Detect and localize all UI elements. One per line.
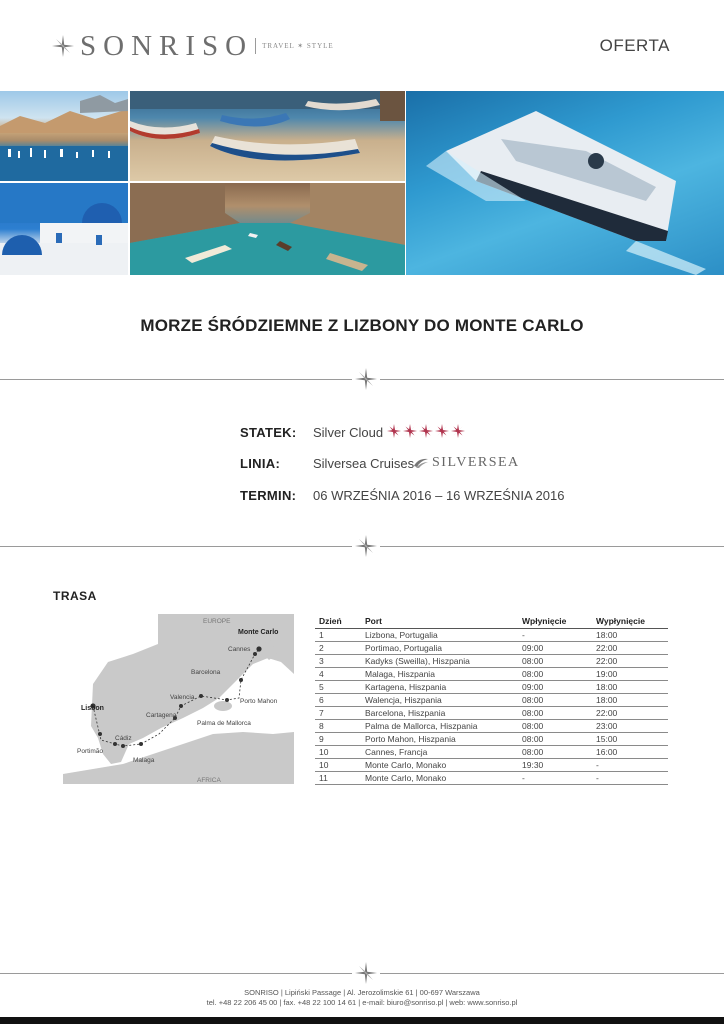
logo-separator bbox=[255, 38, 256, 54]
rating-star-icon bbox=[435, 424, 449, 438]
silversea-mark-icon bbox=[413, 457, 429, 469]
cell-port: Cannes, Francja bbox=[361, 746, 518, 759]
footer-address: SONRISO | Lipiński Passage | Al. Jerozolimskie 61 | 00-697 Warszawa bbox=[244, 988, 480, 997]
cell-arrival: 08:00 bbox=[518, 720, 592, 733]
cell-arrival: 08:00 bbox=[518, 694, 592, 707]
column-header-departure: Wypłynięcie bbox=[592, 614, 668, 629]
cell-arrival: 09:00 bbox=[518, 681, 592, 694]
cell-port: Monte Carlo, Monako bbox=[361, 759, 518, 772]
cell-day: 3 bbox=[315, 655, 361, 668]
cell-departure: 22:00 bbox=[592, 655, 668, 668]
logo-tagline: TRAVEL ✶ STYLE bbox=[262, 42, 334, 50]
map-label-porto-mahon: Porto Mahon bbox=[240, 698, 278, 705]
cell-day: 1 bbox=[315, 629, 361, 642]
map-label-barcelona: Barcelona bbox=[191, 669, 221, 676]
photo-venice-canal bbox=[130, 183, 405, 275]
silversea-logo bbox=[413, 455, 520, 471]
map-label-cannes: Cannes bbox=[228, 646, 251, 653]
divider-footer bbox=[0, 964, 724, 984]
cell-day: 10 bbox=[315, 746, 361, 759]
table-row bbox=[315, 694, 668, 707]
rating-star-icon bbox=[419, 424, 433, 438]
map-label-lisbon: Lisbon bbox=[81, 705, 104, 712]
table-row bbox=[315, 772, 668, 785]
table-row bbox=[315, 720, 668, 733]
map-label-cadiz: Cádiz bbox=[115, 735, 132, 742]
cell-departure: 15:00 bbox=[592, 733, 668, 746]
map-label-palma: Palma de Mallorca bbox=[197, 720, 251, 727]
cell-day: 5 bbox=[315, 681, 361, 694]
map-label-malaga: Malaga bbox=[133, 757, 155, 764]
cell-day: 7 bbox=[315, 707, 361, 720]
line-value: Silversea Cruises bbox=[313, 456, 415, 471]
footer-contact: tel. +48 22 206 45 00 | fax. +48 22 100 14 61 | e-mail: biuro@sonriso.pl | web: www.sonriso.pl bbox=[206, 998, 518, 1007]
compass-star-icon bbox=[355, 962, 377, 984]
table-row bbox=[315, 655, 668, 668]
cell-port: Portimao, Portugalia bbox=[361, 642, 518, 655]
bottom-bar bbox=[0, 1017, 724, 1024]
column-header-arrival: Wpłynięcie bbox=[518, 614, 592, 629]
cell-departure: 22:00 bbox=[592, 642, 668, 655]
cell-day: 9 bbox=[315, 733, 361, 746]
itinerary-header-row bbox=[315, 614, 668, 629]
cell-arrival: 08:00 bbox=[518, 746, 592, 759]
rating-star-icon bbox=[451, 424, 465, 438]
table-row bbox=[315, 707, 668, 720]
cell-port: Kartagena, Hiszpania bbox=[361, 681, 518, 694]
cell-arrival: 08:00 bbox=[518, 707, 592, 720]
map-label-portimao: Portimão bbox=[77, 748, 104, 755]
cell-port: Walencja, Hiszpania bbox=[361, 694, 518, 707]
map-label-monte-carlo: Monte Carlo bbox=[238, 629, 279, 636]
term-value: 06 WRZEŚNIA 2016 – 16 WRZEŚNIA 2016 bbox=[313, 488, 565, 503]
cell-departure: 18:00 bbox=[592, 629, 668, 642]
line-label: LINIA: bbox=[240, 456, 281, 471]
cell-port: Barcelona, Hiszpania bbox=[361, 707, 518, 720]
cell-port: Palma de Mallorca, Hiszpania bbox=[361, 720, 518, 733]
divider-middle bbox=[0, 537, 724, 557]
route-heading: TRASA bbox=[53, 589, 97, 603]
map-label-europe: EUROPE bbox=[203, 618, 231, 625]
cell-port: Porto Mahon, Hiszpania bbox=[361, 733, 518, 746]
cell-port: Kadyks (Sweilla), Hiszpania bbox=[361, 655, 518, 668]
cell-day: 11 bbox=[315, 772, 361, 785]
silversea-wordmark: SILVERSEA bbox=[432, 455, 520, 470]
cell-port: Lizbona, Portugalia bbox=[361, 629, 518, 642]
sonriso-logo bbox=[52, 30, 334, 62]
compass-star-icon bbox=[355, 368, 377, 390]
logo-wordmark: SONRISO bbox=[80, 29, 254, 62]
column-header-day: Dzień bbox=[315, 614, 361, 629]
cell-port: Monte Carlo, Monako bbox=[361, 772, 518, 785]
table-row bbox=[315, 681, 668, 694]
cell-departure: 18:00 bbox=[592, 694, 668, 707]
cell-day: 10 bbox=[315, 759, 361, 772]
table-row bbox=[315, 759, 668, 772]
table-row bbox=[315, 668, 668, 681]
section-label: OFERTA bbox=[599, 36, 670, 55]
cell-departure: 22:00 bbox=[592, 707, 668, 720]
cell-departure: - bbox=[592, 759, 668, 772]
divider-top bbox=[0, 370, 724, 390]
column-header-port: Port bbox=[361, 614, 518, 629]
cell-arrival: 08:00 bbox=[518, 668, 592, 681]
cell-departure: 19:00 bbox=[592, 668, 668, 681]
photo-cruise-ship bbox=[406, 91, 724, 275]
table-row bbox=[315, 746, 668, 759]
ship-rating bbox=[387, 424, 465, 438]
photo-fishing-boats bbox=[130, 91, 405, 181]
cell-arrival: - bbox=[518, 629, 592, 642]
ship-label: STATEK: bbox=[240, 425, 297, 440]
route-map bbox=[63, 614, 294, 784]
cell-departure: 18:00 bbox=[592, 681, 668, 694]
compass-star-icon bbox=[52, 35, 74, 57]
cell-port: Malaga, Hiszpania bbox=[361, 668, 518, 681]
rating-star-icon bbox=[387, 424, 401, 438]
map-label-africa: AFRICA bbox=[197, 777, 221, 784]
rating-star-icon bbox=[403, 424, 417, 438]
map-label-valencia: Valencia bbox=[170, 694, 195, 701]
term-label: TERMIN: bbox=[240, 488, 297, 503]
cell-arrival: 09:00 bbox=[518, 642, 592, 655]
table-row bbox=[315, 642, 668, 655]
photo-santorini bbox=[0, 183, 128, 275]
cell-arrival: 19:30 bbox=[518, 759, 592, 772]
offer-title: MORZE ŚRÓDZIEMNE Z LIZBONY DO MONTE CARLO bbox=[140, 316, 584, 335]
ship-value: Silver Cloud bbox=[313, 425, 384, 440]
itinerary-table bbox=[315, 614, 668, 785]
cell-day: 2 bbox=[315, 642, 361, 655]
cell-arrival: - bbox=[518, 772, 592, 785]
compass-star-icon bbox=[355, 535, 377, 557]
cell-arrival: 08:00 bbox=[518, 655, 592, 668]
cell-day: 6 bbox=[315, 694, 361, 707]
photo-harbor-town bbox=[0, 91, 128, 181]
cell-departure: 23:00 bbox=[592, 720, 668, 733]
cell-departure: - bbox=[592, 772, 668, 785]
table-row bbox=[315, 733, 668, 746]
cell-day: 8 bbox=[315, 720, 361, 733]
cell-day: 4 bbox=[315, 668, 361, 681]
map-label-cartagena: Cartagena bbox=[146, 712, 177, 719]
cell-departure: 16:00 bbox=[592, 746, 668, 759]
table-row bbox=[315, 629, 668, 642]
cell-arrival: 08:00 bbox=[518, 733, 592, 746]
